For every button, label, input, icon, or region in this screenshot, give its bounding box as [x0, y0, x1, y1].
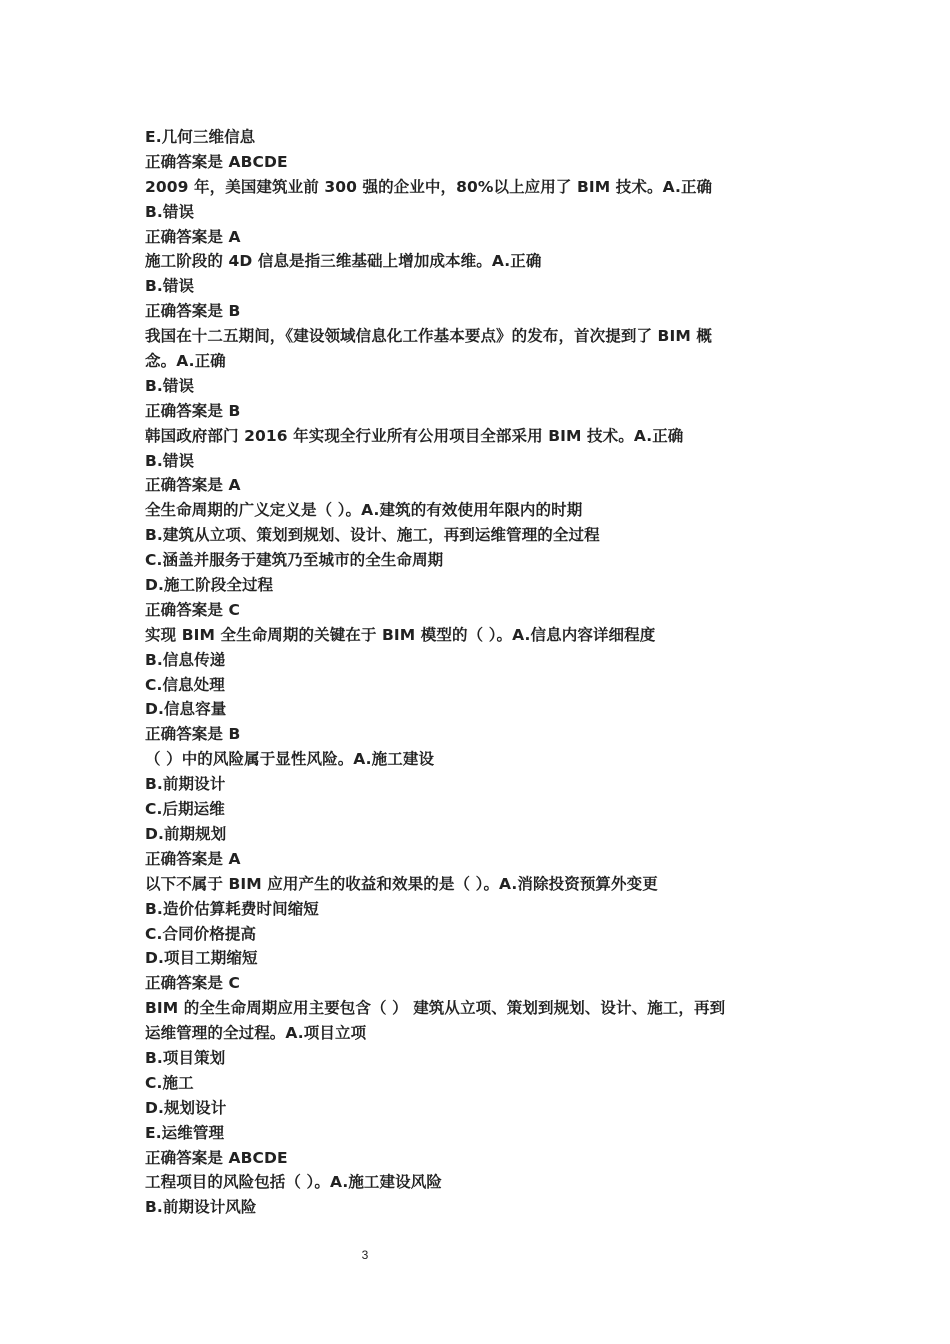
- text-line: D.前期规划: [145, 824, 227, 843]
- text-line: 正确答案是 A: [145, 476, 241, 495]
- text-line: E.几何三维信息: [145, 128, 256, 146]
- text-line: 念。A.正确: [145, 352, 226, 371]
- text-line: D.信息容量: [145, 700, 227, 719]
- text-line: B.建筑从立项、策划到规划、设计、施工，再到运维管理的全过程: [145, 526, 600, 545]
- text-line: 正确答案是 A: [145, 227, 241, 246]
- text-line: C.涵盖并服务于建筑乃至城市的全生命周期: [145, 551, 444, 570]
- text-line: B.造价估算耗费时间缩短: [145, 899, 319, 918]
- text-line: 正确答案是 A: [145, 849, 241, 868]
- text-line: D.规划设计: [145, 1098, 227, 1117]
- text-line: 正确答案是 B: [145, 302, 241, 321]
- text-line: 以下不属于 BIM 应用产生的收益和效果的是（ ）。A.消除投资预算外变更: [145, 874, 658, 893]
- text-line: B.前期设计风险: [145, 1198, 257, 1217]
- text-line: 正确答案是 ABCDE: [145, 152, 288, 171]
- text-line: 运维管理的全过程。A.项目立项: [145, 1024, 367, 1043]
- text-line: C.后期运维: [145, 800, 225, 819]
- text-line: （ ）中的风险属于显性风险。A.施工建设: [145, 750, 435, 769]
- text-line: 施工阶段的 4D 信息是指三维基础上增加成本维。A.正确: [145, 252, 542, 271]
- text-line: 正确答案是 ABCDE: [145, 1148, 288, 1167]
- text-line: B.错误: [145, 202, 195, 221]
- text-line: B.错误: [145, 376, 195, 395]
- text-line: 正确答案是 C: [145, 600, 240, 619]
- text-line: D.项目工期缩短: [145, 949, 258, 968]
- text-line: E.运维管理: [145, 1123, 225, 1142]
- text-line: B.错误: [145, 277, 195, 296]
- page-number: 3: [361, 1248, 369, 1262]
- text-line: 全生命周期的广义定义是（ ）。A.建筑的有效使用年限内的时期: [145, 501, 583, 520]
- text-line: 我国在十二五期间，《建设领域信息化工作基本要点》的发布，首次提到了 BIM 概: [145, 327, 712, 346]
- text-line: 实现 BIM 全生命周期的关键在于 BIM 模型的（ ）。A.信息内容详细程度: [145, 625, 656, 644]
- text-line: 2009 年，美国建筑业前 300 强的企业中，80%以上应用了 BIM 技术。A.正确: [145, 177, 713, 196]
- text-line: C.信息处理: [145, 675, 225, 694]
- text-line: 韩国政府部门 2016 年实现全行业所有公用项目全部采用 BIM 技术。A.正确: [145, 426, 684, 445]
- text-line: B.项目策划: [145, 1048, 226, 1067]
- text-line: 正确答案是 B: [145, 401, 241, 420]
- text-line: B.错误: [145, 451, 195, 470]
- text-line: 正确答案是 C: [145, 974, 240, 993]
- text-line: C.施工: [145, 1073, 194, 1092]
- text-line: BIM 的全生命周期应用主要包含（ ） 建筑从立项、策划到规划、设计、施工，再到: [145, 999, 726, 1018]
- text-line: D.施工阶段全过程: [145, 576, 274, 595]
- text-line: 正确答案是 B: [145, 725, 241, 744]
- text-line: B.前期设计: [145, 775, 226, 794]
- text-line: C.合同价格提高: [145, 924, 257, 943]
- question-list: [145, 125, 785, 1220]
- text-line: 工程项目的风险包括（ ）。A.施工建设风险: [145, 1173, 442, 1192]
- text-line: B.信息传递: [145, 650, 226, 669]
